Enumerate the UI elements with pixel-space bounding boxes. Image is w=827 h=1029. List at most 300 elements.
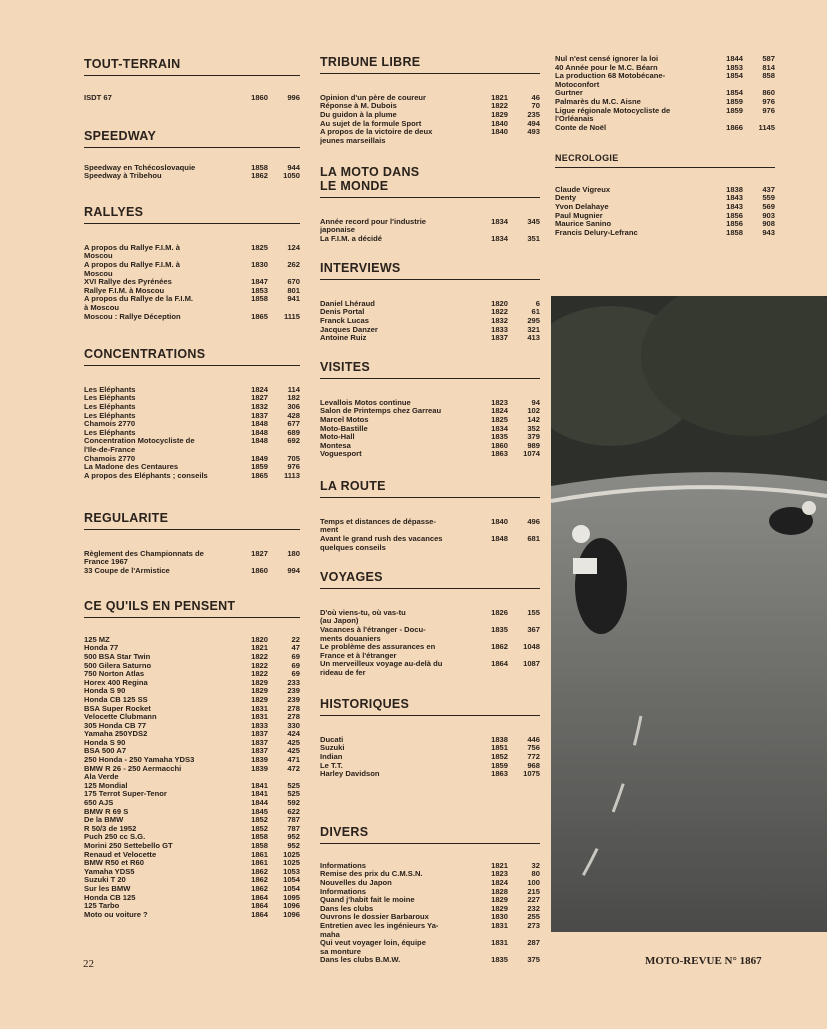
entry-issue-number: 1866 xyxy=(726,122,743,132)
entry-page-number: 1113 xyxy=(283,470,300,480)
entry-page-number: 102 xyxy=(527,406,540,416)
entry-title: Moscou : Rallye Déception xyxy=(84,312,181,321)
index-entry xyxy=(84,472,300,481)
entry-page-number: 976 xyxy=(762,96,775,106)
entry-page-number: 379 xyxy=(527,432,540,442)
entry-issue-number: 1835 xyxy=(491,955,508,965)
entry-title: Yvon Delahaye xyxy=(555,203,609,212)
entry-issue-number: 1822 xyxy=(491,307,508,317)
entry-issue-number: 1834 xyxy=(491,216,508,226)
section-title: VOYAGES xyxy=(320,571,540,589)
section-title: NECROLOGIE xyxy=(555,154,775,168)
entry-issue-number: 1824 xyxy=(491,877,508,887)
entry-title: Avant le grand rush des vacances quelques conseils xyxy=(320,534,443,552)
entry-title: Puch 250 cc S.G. xyxy=(84,833,146,842)
entry-title: Informations xyxy=(320,887,366,896)
entry-issue-number: 1829 xyxy=(491,109,508,119)
entry-title: Speedway en Tchécoslovaquie xyxy=(84,163,196,172)
entry-title: BMW R 69 S xyxy=(84,807,129,816)
index-entry xyxy=(84,313,300,322)
entry-issue-number: 1852 xyxy=(251,815,268,825)
entry-page-number: 814 xyxy=(762,62,775,72)
entry-page-number: 705 xyxy=(287,453,300,463)
entry-issue-number: 1843 xyxy=(726,193,743,203)
section-entries xyxy=(320,736,540,779)
entry-page-number: 278 xyxy=(287,712,300,722)
entry-page-number: 525 xyxy=(287,789,300,799)
section-entries xyxy=(84,164,300,181)
entry-issue-number: 1864 xyxy=(251,892,268,902)
entry-issue-number: 1862 xyxy=(251,875,268,885)
entry-issue-number: 1860 xyxy=(251,565,268,575)
section-entries xyxy=(84,550,300,576)
entry-issue-number: 1856 xyxy=(726,210,743,220)
entry-title: 125 Tarbo xyxy=(84,902,120,911)
entry-title: Honda S 90 xyxy=(84,738,126,747)
entry-page-number: 446 xyxy=(527,734,540,744)
entry-title: Chamois 2770 xyxy=(84,454,136,463)
entry-issue-number: 1864 xyxy=(251,909,268,919)
entry-page-number: 142 xyxy=(527,414,540,424)
entry-title: 500 BSA Star Twin xyxy=(84,652,151,661)
section-entries xyxy=(84,244,300,321)
index-entry xyxy=(84,172,300,181)
magazine-issue: MOTO-REVUE N° 1867 xyxy=(645,955,762,967)
entry-page-number: 1096 xyxy=(283,901,300,911)
entry-issue-number: 1859 xyxy=(726,105,743,115)
entry-title: Conte de Noël xyxy=(555,123,607,132)
entry-title: Levallois Motos continue xyxy=(320,398,411,407)
index-entry xyxy=(555,124,775,133)
entry-page-number: 32 xyxy=(531,860,540,870)
entry-title: Renaud et Velocette xyxy=(84,850,157,859)
entry-page-number: 330 xyxy=(287,720,300,730)
entry-title: Yamaha 250YDS2 xyxy=(84,730,148,739)
section-la-route xyxy=(320,480,540,552)
entry-title: Sur les BMW xyxy=(84,884,131,893)
index-entry xyxy=(84,244,300,261)
entry-page-number: 46 xyxy=(531,92,540,102)
entry-title: Denis Portal xyxy=(320,308,365,317)
entry-issue-number: 1822 xyxy=(251,660,268,670)
entry-page-number: 1095 xyxy=(283,892,300,902)
entry-title: Les Eléphants xyxy=(84,402,136,411)
entry-page-number: 47 xyxy=(291,643,300,653)
entry-title: Honda CB 125 SS xyxy=(84,695,148,704)
section-title: DIVERS xyxy=(320,826,540,844)
entry-issue-number: 1821 xyxy=(251,643,268,653)
entry-issue-number: 1839 xyxy=(251,763,268,773)
entry-page-number: 287 xyxy=(527,938,540,948)
section-voyages xyxy=(320,571,540,678)
index-entry xyxy=(84,567,300,576)
entry-issue-number: 1822 xyxy=(251,651,268,661)
entry-title: Francis Delury-Lefranc xyxy=(555,228,638,237)
index-entry xyxy=(320,218,540,235)
entry-issue-number: 1841 xyxy=(251,789,268,799)
entry-page-number: 756 xyxy=(527,743,540,753)
entry-issue-number: 1837 xyxy=(251,737,268,747)
entry-page-number: 69 xyxy=(291,669,300,679)
index-entry xyxy=(84,295,300,312)
entry-page-number: 944 xyxy=(287,162,300,172)
entry-issue-number: 1831 xyxy=(491,920,508,930)
section-interviews xyxy=(320,262,540,343)
entry-page-number: 155 xyxy=(527,607,540,617)
entry-title: Le problème des assurances en France et à l'étranger xyxy=(320,643,436,660)
section-regularite xyxy=(84,512,300,576)
entry-page-number: 941 xyxy=(287,294,300,304)
entry-issue-number: 1844 xyxy=(251,798,268,808)
entry-issue-number: 1820 xyxy=(491,298,508,308)
section-tout-terrain xyxy=(84,58,300,102)
index-entry xyxy=(320,609,540,626)
entry-issue-number: 1831 xyxy=(491,938,508,948)
index-entry xyxy=(320,660,540,677)
entry-page-number: 1025 xyxy=(283,849,300,859)
entry-issue-number: 1840 xyxy=(491,127,508,137)
entry-issue-number: 1830 xyxy=(491,912,508,922)
entry-issue-number: 1837 xyxy=(251,746,268,756)
entry-page-number: 69 xyxy=(291,660,300,670)
entry-title: Un merveilleux voyage au-delà du rideau de fer xyxy=(320,660,443,677)
index-entry xyxy=(84,94,300,103)
entry-title: A propos du Rallye F.I.M. à Moscou xyxy=(84,243,180,261)
entry-title: Opinion d'un père de coureur xyxy=(320,93,427,102)
entry-issue-number: 1834 xyxy=(491,423,508,433)
entry-issue-number: 1845 xyxy=(251,806,268,816)
entry-page-number: 1115 xyxy=(283,311,300,321)
entry-issue-number: 1824 xyxy=(491,406,508,416)
entry-issue-number: 1862 xyxy=(251,866,268,876)
entry-issue-number: 1848 xyxy=(251,427,268,437)
entry-page-number: 182 xyxy=(287,393,300,403)
entry-page-number: 70 xyxy=(531,101,540,111)
entry-title: Palmarès du M.C. Aisne xyxy=(555,97,641,106)
section-title: LA ROUTE xyxy=(320,480,540,498)
entry-page-number: 233 xyxy=(287,677,300,687)
entry-title: La production 68 Motobécane- Motoconfort xyxy=(555,72,666,89)
entry-page-number: 437 xyxy=(762,184,775,194)
entry-issue-number: 1837 xyxy=(251,729,268,739)
entry-page-number: 100 xyxy=(527,877,540,887)
section-ce-qu-ils-en-pensent xyxy=(84,600,300,919)
entry-issue-number: 1848 xyxy=(251,419,268,429)
entry-issue-number: 1847 xyxy=(251,277,268,287)
entry-title: Ouvrons le dossier Barbaroux xyxy=(320,913,429,922)
entry-page-number: 968 xyxy=(527,760,540,770)
section-title: TOUT-TERRAIN xyxy=(84,58,300,76)
entry-page-number: 69 xyxy=(291,651,300,661)
entry-title: BSA 500 A7 xyxy=(84,747,127,756)
entry-issue-number: 1854 xyxy=(726,88,743,98)
necrologie-section xyxy=(555,154,775,237)
entry-page-number: 787 xyxy=(287,823,300,833)
entry-title: XVI Rallye des Pyrénées xyxy=(84,278,172,287)
entry-issue-number: 1823 xyxy=(491,397,508,407)
section-entries xyxy=(320,300,540,343)
entry-title: Dans les clubs B.M.W. xyxy=(320,956,401,965)
entry-title: Entretien avec les ingénieurs Ya- maha xyxy=(320,921,439,939)
section-concentrations xyxy=(84,348,300,480)
entry-page-number: 321 xyxy=(527,324,540,334)
entry-issue-number: 1853 xyxy=(726,62,743,72)
entry-issue-number: 1852 xyxy=(251,823,268,833)
entry-issue-number: 1825 xyxy=(251,242,268,252)
entry-page-number: 124 xyxy=(287,242,300,252)
index-entry xyxy=(320,450,540,459)
entry-title: A propos du Rallye de la F.I.M. à Moscou xyxy=(84,295,193,312)
entry-title: Claude Vigreux xyxy=(555,185,611,194)
section-la-moto-dans-le-monde xyxy=(320,166,540,243)
entry-issue-number: 1840 xyxy=(491,516,508,526)
entry-page-number: 996 xyxy=(287,92,300,102)
entry-issue-number: 1862 xyxy=(491,642,508,652)
entry-issue-number: 1830 xyxy=(251,259,268,269)
entry-issue-number: 1835 xyxy=(491,432,508,442)
section-entries xyxy=(84,386,300,481)
section-visites xyxy=(320,361,540,459)
entry-page-number: 428 xyxy=(287,410,300,420)
entry-page-number: 1075 xyxy=(523,769,540,779)
entry-title: Nouvelles du Japon xyxy=(320,878,392,887)
entry-issue-number: 1863 xyxy=(491,769,508,779)
entry-issue-number: 1822 xyxy=(491,101,508,111)
section-entries xyxy=(320,94,540,146)
entry-issue-number: 1848 xyxy=(251,436,268,446)
entry-issue-number: 1834 xyxy=(491,233,508,243)
entry-issue-number: 1829 xyxy=(251,694,268,704)
entry-title: Paul Mugnier xyxy=(555,211,603,220)
entry-title: Les Eléphants xyxy=(84,394,136,403)
entry-title: Du guidon à la plume xyxy=(320,110,397,119)
entry-title: Informations xyxy=(320,861,366,870)
entry-issue-number: 1827 xyxy=(251,393,268,403)
entry-title: 33 Coupe de l'Armistice xyxy=(84,566,170,575)
entry-title: Gurtner xyxy=(555,89,583,98)
index-entry xyxy=(84,437,300,454)
entry-page-number: 235 xyxy=(527,109,540,119)
entry-page-number: 227 xyxy=(527,895,540,905)
section-entries xyxy=(555,186,775,238)
entry-issue-number: 1858 xyxy=(251,162,268,172)
index-entry xyxy=(555,107,775,124)
entry-page-number: 801 xyxy=(287,285,300,295)
right-top-column xyxy=(555,55,775,132)
index-entry xyxy=(320,518,540,535)
entry-issue-number: 1838 xyxy=(491,734,508,744)
entry-issue-number: 1844 xyxy=(726,54,743,63)
entry-page-number: 943 xyxy=(762,227,775,237)
entry-title: Honda 77 xyxy=(84,644,119,653)
entry-issue-number: 1860 xyxy=(251,92,268,102)
motorcycle-race-photo xyxy=(551,296,827,932)
section-title: SPEEDWAY xyxy=(84,130,300,148)
entry-page-number: 681 xyxy=(527,533,540,543)
index-entry xyxy=(84,911,300,920)
entry-title: Daniel Lhéraud xyxy=(320,299,375,308)
entry-issue-number: 1829 xyxy=(251,677,268,687)
entry-page-number: 952 xyxy=(287,832,300,842)
section-entries xyxy=(320,609,540,678)
entry-title: 40 Année pour le M.C. Béarn xyxy=(555,63,658,72)
entry-page-number: 6 xyxy=(535,298,540,308)
entry-issue-number: 1824 xyxy=(251,384,268,394)
page-number: 22 xyxy=(83,958,94,970)
section-divers xyxy=(320,826,540,965)
index-entry xyxy=(320,128,540,145)
entry-title: Au sujet de la formule Sport xyxy=(320,119,422,128)
entry-title: Jacques Danzer xyxy=(320,325,378,334)
entry-issue-number: 1835 xyxy=(491,624,508,634)
entry-issue-number: 1863 xyxy=(491,449,508,459)
entry-issue-number: 1862 xyxy=(251,171,268,181)
entry-title: BMW R50 et R60 xyxy=(84,859,144,868)
entry-issue-number: 1831 xyxy=(251,712,268,722)
entry-title: Antoine Ruiz xyxy=(320,334,367,343)
entry-page-number: 858 xyxy=(762,71,775,81)
entry-title: 250 Honda - 250 Yamaha YDS3 xyxy=(84,756,195,765)
index-entry xyxy=(555,229,775,238)
section-speedway xyxy=(84,130,300,181)
entry-title: Les Eléphants xyxy=(84,428,136,437)
entry-page-number: 262 xyxy=(287,259,300,269)
entry-issue-number: 1858 xyxy=(251,832,268,842)
entry-page-number: 345 xyxy=(527,216,540,226)
entry-title: 650 AJS xyxy=(84,799,114,808)
entry-title: Règlement des Championnats de France 1967 xyxy=(84,549,204,567)
entry-issue-number: 1837 xyxy=(251,410,268,420)
entry-title: 305 Honda CB 77 xyxy=(84,721,147,730)
section-title: TRIBUNE LIBRE xyxy=(320,56,540,74)
entry-issue-number: 1843 xyxy=(726,202,743,212)
entry-title: Salon de Printemps chez Garreau xyxy=(320,407,442,416)
entry-issue-number: 1837 xyxy=(491,333,508,343)
entry-page-number: 232 xyxy=(527,903,540,913)
entry-issue-number: 1832 xyxy=(491,315,508,325)
section-tribune-libre xyxy=(320,56,540,145)
entry-issue-number: 1841 xyxy=(251,780,268,790)
entry-title: 125 Mondial xyxy=(84,781,128,790)
entry-issue-number: 1820 xyxy=(251,634,268,644)
entry-title: 750 Norton Atlas xyxy=(84,670,145,679)
entry-page-number: 976 xyxy=(287,462,300,472)
entry-issue-number: 1822 xyxy=(251,669,268,679)
entry-page-number: 306 xyxy=(287,401,300,411)
entry-issue-number: 1825 xyxy=(491,414,508,424)
entry-page-number: 1050 xyxy=(283,171,300,181)
entry-page-number: 80 xyxy=(531,869,540,879)
entry-page-number: 61 xyxy=(531,307,540,317)
entry-title: Voguesport xyxy=(320,450,362,459)
section-entries xyxy=(84,636,300,920)
entry-page-number: 472 xyxy=(287,763,300,773)
entry-page-number: 180 xyxy=(287,548,300,558)
entry-title: Marcel Motos xyxy=(320,415,369,424)
entry-title: Les Eléphants xyxy=(84,411,136,420)
entry-page-number: 255 xyxy=(527,912,540,922)
entry-page-number: 525 xyxy=(287,780,300,790)
index-entry xyxy=(320,922,540,939)
entry-issue-number: 1860 xyxy=(491,440,508,450)
entry-title: Ducati xyxy=(320,735,344,744)
entry-title: Moto-Hall xyxy=(320,433,355,442)
entry-title: Concentration Motocycliste de l'Ile-de-France xyxy=(84,437,195,454)
entry-issue-number: 1849 xyxy=(251,453,268,463)
entry-issue-number: 1864 xyxy=(251,901,268,911)
entry-page-number: 493 xyxy=(527,127,540,137)
index-entry xyxy=(320,956,540,965)
entry-issue-number: 1838 xyxy=(726,184,743,194)
entry-issue-number: 1856 xyxy=(726,219,743,229)
entry-title: Temps et distances de dépasse- ment xyxy=(320,517,436,535)
entry-issue-number: 1833 xyxy=(251,720,268,730)
entry-title: Horex 400 Regina xyxy=(84,678,148,687)
entry-page-number: 114 xyxy=(287,384,300,394)
entry-page-number: 677 xyxy=(287,419,300,429)
section-title: RALLYES xyxy=(84,206,300,224)
entry-title: Maurice Sanino xyxy=(555,220,612,229)
entry-title: Yamaha YDS5 xyxy=(84,867,135,876)
index-entry xyxy=(555,72,775,89)
section-title: INTERVIEWS xyxy=(320,262,540,280)
entry-title: Moto-Bastille xyxy=(320,424,368,433)
entry-issue-number: 1823 xyxy=(491,869,508,879)
entry-page-number: 494 xyxy=(527,118,540,128)
entry-title: Moto ou voiture ? xyxy=(84,910,148,919)
entry-page-number: 772 xyxy=(527,751,540,761)
entry-title: Morini 250 Settebello GT xyxy=(84,842,173,850)
entry-page-number: 1054 xyxy=(283,875,300,885)
entry-page-number: 496 xyxy=(527,516,540,526)
entry-issue-number: 1840 xyxy=(491,118,508,128)
entry-issue-number: 1859 xyxy=(251,462,268,472)
entry-page-number: 692 xyxy=(287,436,300,446)
entry-title: Denty xyxy=(555,194,577,203)
section-historiques xyxy=(320,698,540,779)
entry-issue-number: 1827 xyxy=(251,548,268,558)
entry-title: Honda S 90 xyxy=(84,687,126,696)
entry-issue-number: 1859 xyxy=(726,96,743,106)
entry-issue-number: 1864 xyxy=(491,659,508,669)
entry-page-number: 787 xyxy=(287,815,300,825)
entry-title: Indian xyxy=(320,752,343,761)
entry-title: De la BMW xyxy=(84,816,124,825)
entry-page-number: 592 xyxy=(287,798,300,808)
entry-page-number: 860 xyxy=(762,88,775,98)
entry-page-number: 413 xyxy=(527,333,540,343)
entry-page-number: 952 xyxy=(287,841,300,850)
entry-issue-number: 1861 xyxy=(251,849,268,859)
entry-page-number: 278 xyxy=(287,703,300,713)
index-entry xyxy=(320,770,540,779)
entry-title: Quand j'habit fait le moine xyxy=(320,896,415,905)
entry-page-number: 215 xyxy=(527,886,540,896)
entry-page-number: 1054 xyxy=(283,883,300,893)
section-entries xyxy=(84,94,300,103)
section-title: VISITES xyxy=(320,361,540,379)
entry-page-number: 375 xyxy=(527,955,540,965)
entry-page-number: 351 xyxy=(527,233,540,243)
entry-title: Réponse à M. Dubois xyxy=(320,102,397,111)
entry-issue-number: 1829 xyxy=(251,686,268,696)
entry-issue-number: 1839 xyxy=(251,755,268,765)
entry-page-number: 273 xyxy=(527,920,540,930)
entry-page-number: 1145 xyxy=(758,122,775,132)
entry-issue-number: 1859 xyxy=(491,760,508,770)
section-title: HISTORIQUES xyxy=(320,698,540,716)
entry-title: A propos du Rallye F.I.M. à Moscou xyxy=(84,260,180,278)
